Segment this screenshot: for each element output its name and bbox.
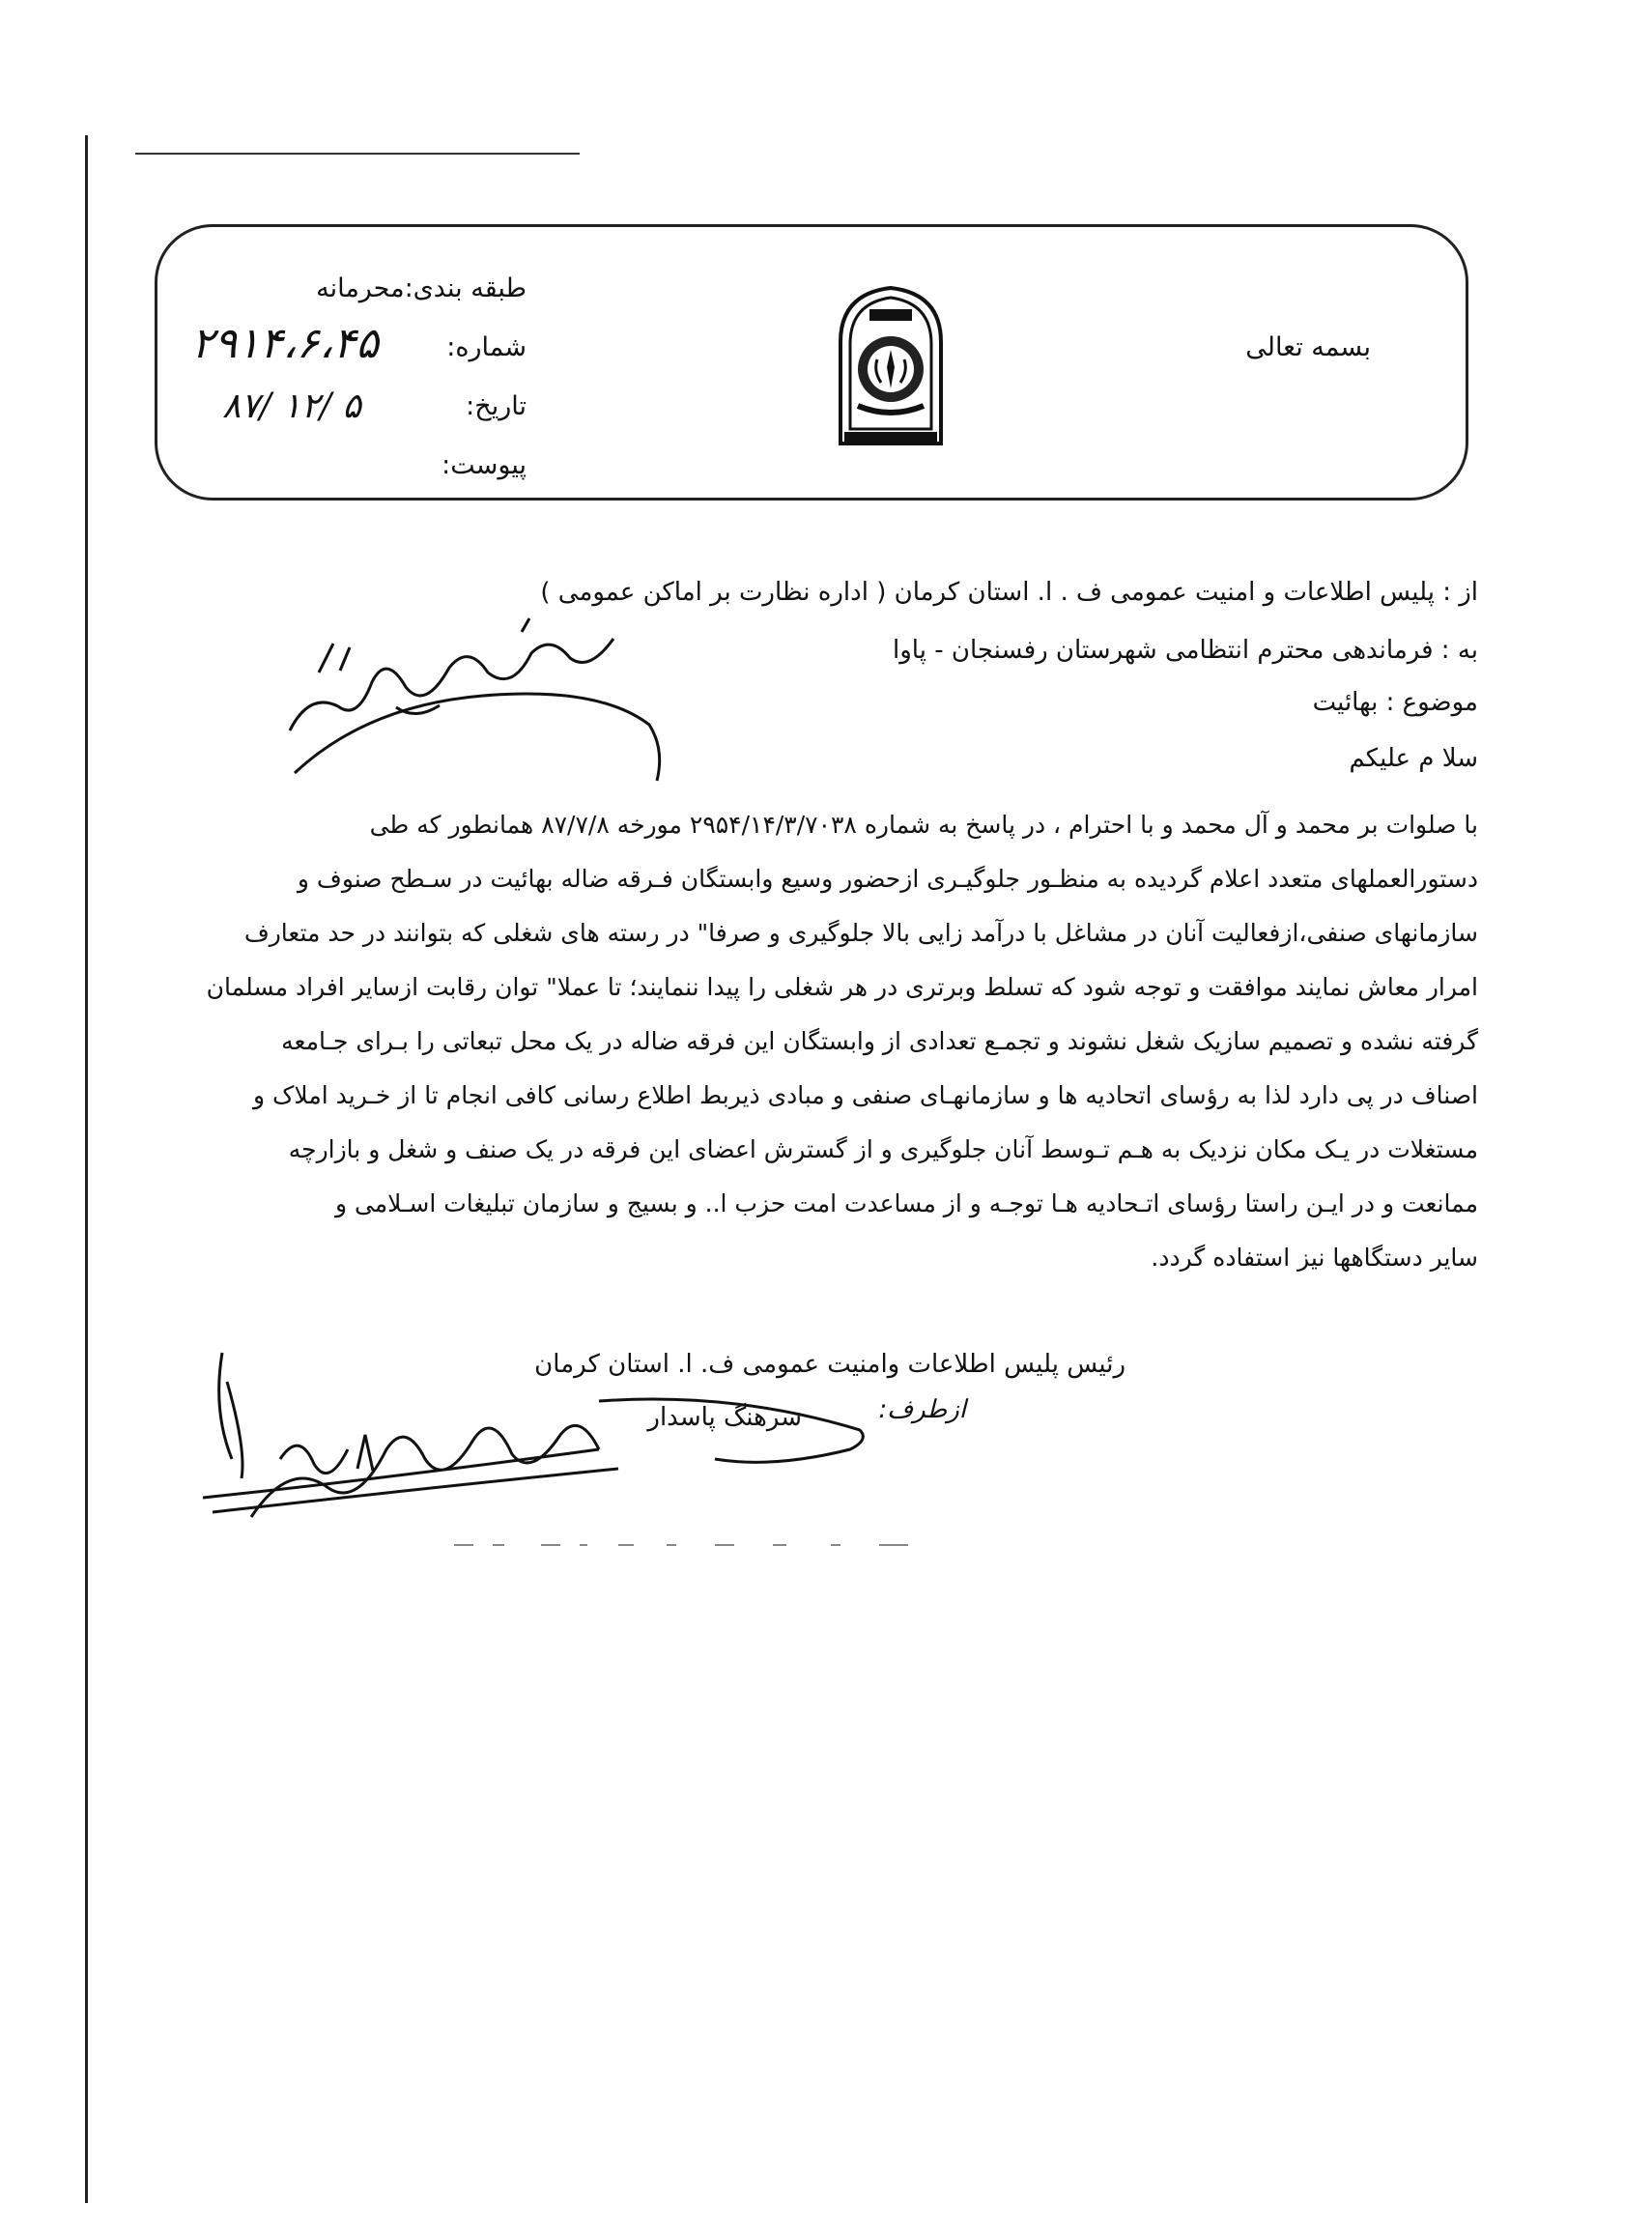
police-emblem-icon (831, 284, 951, 448)
faint-footer-marks (454, 1540, 918, 1550)
basmala: بسمه تعالی (1245, 332, 1371, 362)
top-rule (135, 153, 580, 155)
page-edge-line (85, 135, 88, 2203)
signatory-rank: سرهنگ پاسدار (647, 1403, 802, 1432)
number-label: شماره: (446, 332, 527, 362)
handwritten-number: ۲۹۱۴،۶،۴۵ (191, 319, 379, 368)
letter-body (143, 798, 1478, 1285)
body-line: سایر دستگاهها نیز استفاده گردد. (1151, 1244, 1478, 1272)
body-line: ممانعت و در ایـن راستا رؤسای اتـحادیه هـا توجـه و از مساعدت امت حزب ا.. و بسیج و سازمان تبلیغات اسـلامی و (334, 1189, 1478, 1217)
date-label: تاریخ: (466, 391, 527, 421)
body-line: اصناف در پی دارد لذا به رؤسای اتحادیه ها و سازمانهـای صنفی و مبادی ذیربط اطلاع رسانی کافی انجام تا از خـرید املاک و (253, 1081, 1478, 1109)
body-line: امرار معاش نمایند موافقت و توجه شود که تسلط وبرتری در هر شغلی را پیدا ننمایند؛ تا عملا" توان رقابت ازسایر افراد مسلمان (206, 973, 1478, 1001)
classification-label: طبقه بندی:محرمانه (316, 273, 527, 303)
on-behalf-label: ازطرف: (878, 1395, 966, 1424)
signatory-title: رئیس پلیس اطلاعات وامنیت عمومی ف. ا. استان کرمان (534, 1350, 1125, 1379)
letter-subject: موضوع : بهائیت (1312, 688, 1478, 717)
handwritten-signature (193, 1343, 908, 1536)
letter-from: از : پلیس اطلاعات و امنیت عمومی ف . ا. استان کرمان ( اداره نظارت بر اماکن عمومی ) (540, 578, 1478, 607)
handwritten-date: ۸۷/ ۱۲/ ۵ (222, 386, 361, 426)
body-line: با صلوات بر محمد و آل محمد و با احترام ، در پاسخ به شماره ۲۹۵۴/۱۴/۳/۷۰۳۸ مورخه ۸۷/۷/۸ همانطور که طی (369, 811, 1478, 839)
approval-curve (290, 667, 676, 783)
body-line: مستغلات در یـک مکان نزدیک به هـم تـوسط آنان جلوگیری و از گسترش اعضای این فرقه در یک صنف و شغل و بازارچه (288, 1135, 1478, 1163)
letter-greeting: سلا م علیکم (1349, 744, 1478, 773)
body-line: سازمانهای صنفی،ازفعالیت آنان در مشاغل با درآمد زایی بالا جلوگیری و صرفا" در رسته های شغلی که بتوانند در حد متعارف (243, 919, 1478, 947)
body-line: گرفته نشده و تصمیم سازیک شغل نشوند و تجمـع تعدادی از وابستگان این فرقه ضاله در یک محل تبعاتی را بـرای جـامعه (281, 1027, 1478, 1055)
attachment-label: پیوست: (441, 450, 527, 480)
body-line: دستورالعملهای متعدد اعلام گردیده به منظـور جلوگیـری ازحضور وسیع وابستگان فـرقه ضاله بهائیت در سـطح صنوف و (297, 865, 1478, 893)
letter-to: به : فرماندهی محترم انتظامی شهرستان رفسنجان - پاوا (893, 636, 1478, 665)
